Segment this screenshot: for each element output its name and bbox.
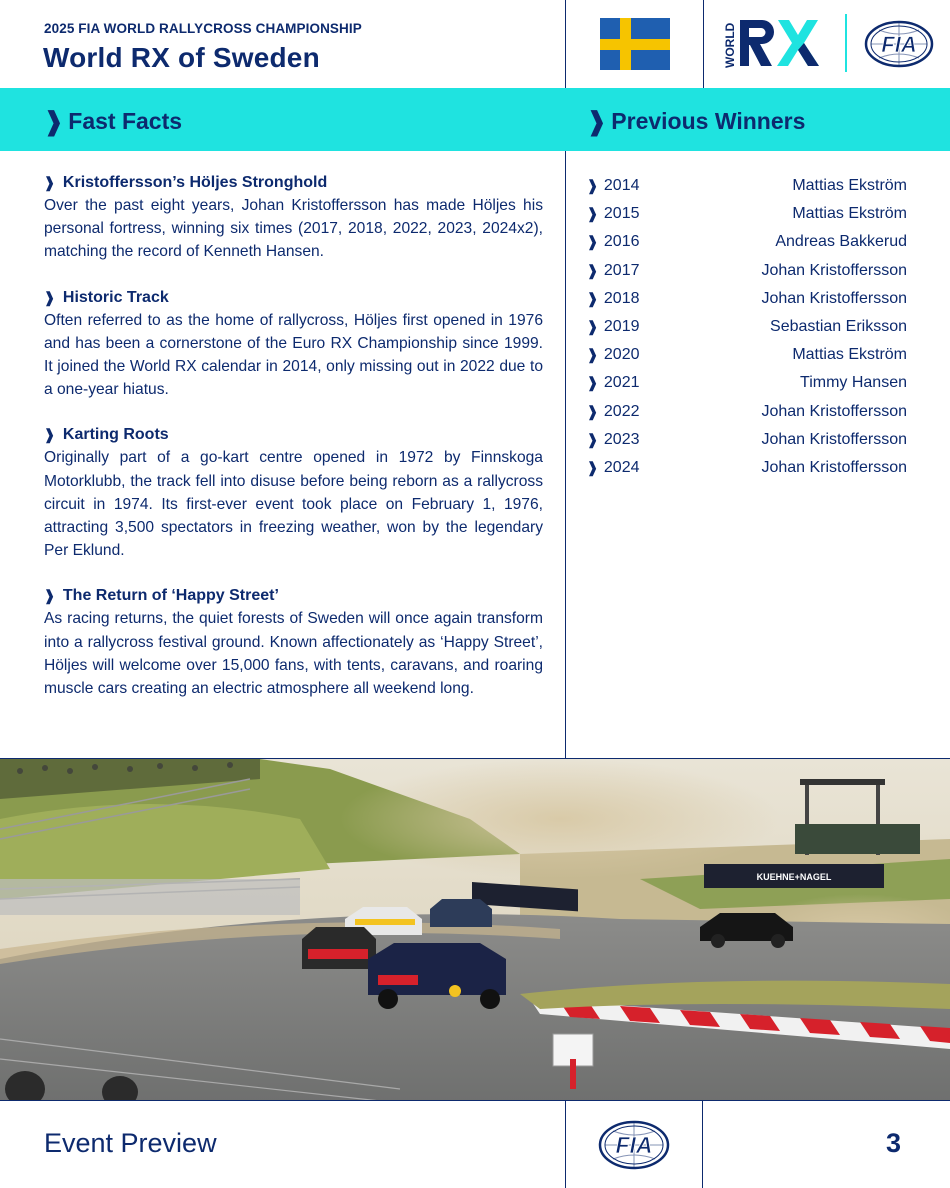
winner-name: Johan Kristoffersson — [761, 430, 907, 448]
fact-body: Often referred to as the home of rallycross, Höljes first opened in 1976 and has been a cornerstone of the Euro RX Championship since 1999. It joined the World RX calendar in 2014, only missing out in 2022 due to a one-year hiatus. — [44, 311, 543, 399]
fact-title: Karting Roots — [62, 426, 169, 444]
rallycross-race-photo — [0, 759, 950, 1101]
footer-divider-left — [565, 1101, 566, 1188]
fact-title: The Return of ‘Happy Street’ — [62, 587, 279, 605]
fia-footer-logo-icon — [598, 1120, 670, 1170]
winner-year: 2017 — [603, 261, 640, 279]
winner-row — [587, 454, 907, 482]
winner-row — [587, 313, 907, 341]
chevron-right-icon: ❱ — [44, 174, 55, 191]
winner-year: 2019 — [603, 318, 640, 336]
fia-footer-logo-text: FIA — [615, 1132, 653, 1158]
fia-logo-icon — [864, 20, 934, 68]
fia-logo-text: FIA — [881, 32, 917, 57]
signage-text: KUEHNE+NAGEL — [756, 872, 832, 882]
winner-year: 2024 — [603, 458, 640, 476]
winner-year: 2014 — [603, 177, 640, 195]
winner-name: Johan Kristoffersson — [761, 402, 907, 420]
winner-year: 2023 — [603, 430, 640, 448]
chevron-right-icon: ❱ — [587, 402, 598, 420]
winner-year: 2020 — [603, 346, 640, 364]
winner-year: 2022 — [603, 402, 640, 420]
winner-row — [587, 228, 907, 256]
chevron-right-icon: ❱ — [587, 430, 598, 448]
chevron-right-icon: ❱ — [587, 346, 598, 363]
previous-winners-title: Previous Winners — [611, 108, 806, 134]
chevron-right-icon: ❱ — [587, 374, 598, 392]
footer-label: Event Preview — [44, 1128, 217, 1158]
fact-body: Originally part of a go-kart centre opened in 1972 by Finnskoga Motorklubb, the track fell into disuse before being reborn as a rallycross circuit in 1974. Its first-ever event took place on February 1, 1976, attracting 3,500 spectators in freezing weather, won by the legendary Per Eklund. — [44, 449, 543, 560]
previous-winners-heading — [587, 108, 805, 135]
fast-facts-list — [44, 172, 543, 723]
footer-divider-right — [702, 1101, 703, 1188]
page-number: 3 — [886, 1128, 902, 1158]
winner-name: Johan Kristoffersson — [761, 289, 907, 307]
fact-item — [44, 287, 543, 402]
world-rx-logo — [722, 14, 830, 72]
winner-row — [587, 398, 907, 426]
chevron-right-icon: ❱ — [587, 290, 598, 307]
winner-year: 2018 — [603, 289, 640, 307]
winner-name: Mattias Ekström — [792, 346, 907, 364]
logo-separator — [845, 14, 847, 72]
winner-year: 2015 — [603, 205, 640, 223]
chevron-right-icon: ❱ — [587, 177, 598, 194]
winner-row — [587, 341, 907, 369]
chevron-right-icon: ❱ — [44, 288, 55, 306]
column-divider — [565, 151, 566, 759]
championship-kicker: 2025 FIA WORLD RALLYCROSS CHAMPIONSHIP — [44, 21, 362, 36]
fact-body: Over the past eight years, Johan Kristoffersson has made Höljes his personal fortress, winning six times (2017, 2018, 2022, 2023, 2024x2), matching the record of Kenneth Hansen. — [44, 197, 543, 261]
fact-body: As racing returns, the quiet forests of Sweden will once again transform into a rallycross festival ground. Known affectionately as ‘Happy Street’, Höljes will welcome over 15,000 fans, with tents, caravans, and roaring muscle cars creating an electric atmosphere all weekend long. — [44, 610, 543, 698]
winner-name: Andreas Bakkerud — [775, 233, 907, 251]
fast-facts-title: Fast Facts — [68, 108, 183, 134]
previous-winners-list — [587, 172, 907, 482]
winner-row — [587, 369, 907, 397]
chevron-right-icon: ❱ — [44, 106, 64, 136]
page-title: World RX of Sweden — [43, 42, 320, 73]
header-divider-vertical — [565, 0, 566, 88]
chevron-right-icon: ❱ — [587, 233, 598, 251]
fast-facts-heading — [44, 108, 182, 135]
photo-bottom-border — [0, 1100, 950, 1101]
winner-year: 2016 — [603, 233, 640, 251]
fact-item — [44, 172, 543, 264]
winner-name: Timmy Hansen — [800, 374, 907, 392]
chevron-right-icon: ❱ — [44, 587, 55, 605]
chevron-right-icon: ❱ — [587, 261, 598, 279]
winner-name: Johan Kristoffersson — [761, 261, 907, 279]
svg-text:WORLD: WORLD — [723, 22, 737, 68]
fact-item — [44, 424, 543, 562]
fact-title: Kristoffersson’s Höljes Stronghold — [62, 174, 328, 191]
winner-row — [587, 257, 907, 285]
chevron-right-icon: ❱ — [587, 318, 598, 335]
winner-row — [587, 172, 907, 200]
chevron-right-icon: ❱ — [587, 459, 598, 476]
winner-name: Johan Kristoffersson — [761, 458, 907, 476]
header-logo-divider — [703, 0, 704, 88]
winner-name: Mattias Ekström — [792, 177, 907, 195]
winner-row — [587, 426, 907, 454]
winner-year: 2021 — [603, 374, 640, 392]
winner-name: Mattias Ekström — [792, 205, 907, 223]
sweden-flag-icon — [600, 18, 670, 70]
fact-item — [44, 585, 543, 700]
chevron-right-icon: ❱ — [44, 426, 55, 444]
winner-row — [587, 200, 907, 228]
chevron-right-icon: ❱ — [587, 106, 607, 136]
chevron-right-icon: ❱ — [587, 205, 598, 222]
fact-title: Historic Track — [62, 288, 169, 306]
winner-row — [587, 285, 907, 313]
winner-name: Sebastian Eriksson — [770, 318, 907, 336]
